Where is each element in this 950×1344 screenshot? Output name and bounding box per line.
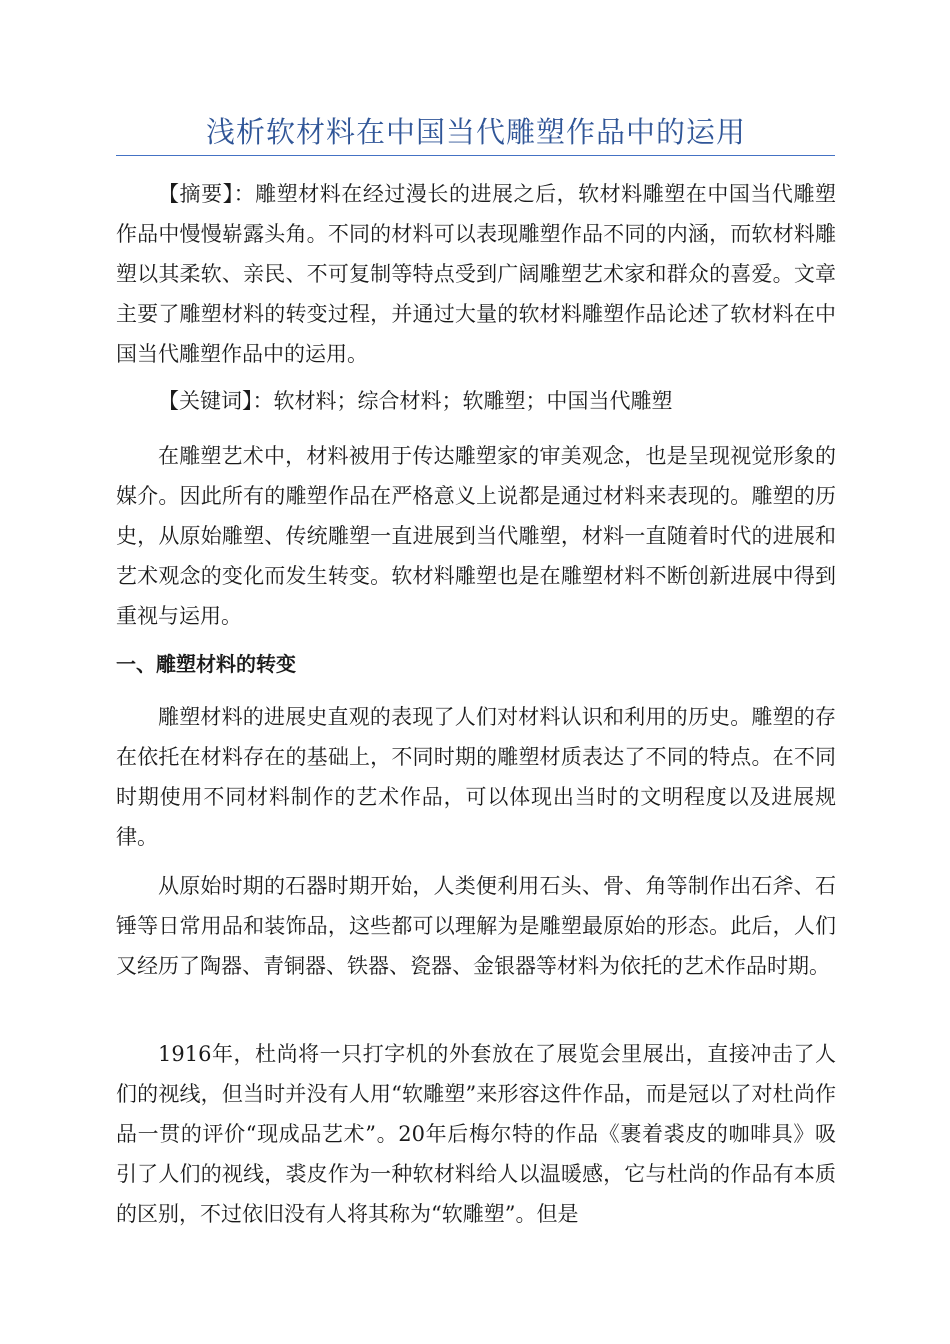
- intro-paragraph: 在雕塑艺术中，材料被用于传达雕塑家的审美观念，也是呈现视觉形象的媒介。因此所有的雕塑作品在严格意义上说都是通过材料来表现的。雕塑的历史，从原始雕塑、传统雕塑一直进展到当代雕塑，材料一直随着时代的进展和艺术观念的变化而发生转变。软材料雕塑也是在雕塑材料不断创新进展中得到重视与运用。: [116, 444, 836, 628]
- section-heading: 一、雕塑材料的转变: [116, 652, 296, 676]
- section1-paragraph-2: 从原始时期的石器时期开始，人类便利用石头、骨、角等制作出石斧、石锤等日常用品和装饰品，这些都可以理解为是雕塑最原始的形态。此后，人们又经历了陶器、青铜器、铁器、瓷器、金银器等材料为依托的艺术作品时期。: [116, 874, 836, 978]
- section1-paragraph-3: 1916年，杜尚将一只打字机的外套放在了展览会里展出，直接冲击了人们的视线，但当时并没有人用“软雕塑”来形容这件作品，而是冠以了对杜尚作品一贯的评价“现成品艺术”。20年后梅尔特的作品《裹着裘皮的咖啡具》吸引了人们的视线，裘皮作为一种软材料给人以温暖感，它与杜尚的作品有本质的区别，不过依旧没有人将其称为“软雕塑”。但是: [116, 1042, 836, 1226]
- document-title: 浅析软材料在中国当代雕塑作品中的运用: [205, 115, 746, 149]
- title-underline: [116, 155, 835, 156]
- keywords-paragraph: 【关键词】：软材料；综合材料；软雕塑；中国当代雕塑: [158, 389, 673, 413]
- section1-paragraph-1: 雕塑材料的进展史直观的表现了人们对材料认识和利用的历史。雕塑的存在依托在材料存在的基础上，不同时期的雕塑材质表达了不同的特点。在不同时期使用不同材料制作的艺术作品，可以体现出当时的文明程度以及进展规律。: [116, 705, 836, 849]
- abstract-paragraph: 【摘要】：雕塑材料在经过漫长的进展之后，软材料雕塑在中国当代雕塑作品中慢慢崭露头角。不同的材料可以表现雕塑作品不同的内涵，而软材料雕塑以其柔软、亲民、不可复制等特点受到广阔雕塑艺术家和群众的喜爱。文章主要了雕塑材料的转变过程，并通过大量的软材料雕塑作品论述了软材料在中国当代雕塑作品中的运用。: [116, 182, 836, 366]
